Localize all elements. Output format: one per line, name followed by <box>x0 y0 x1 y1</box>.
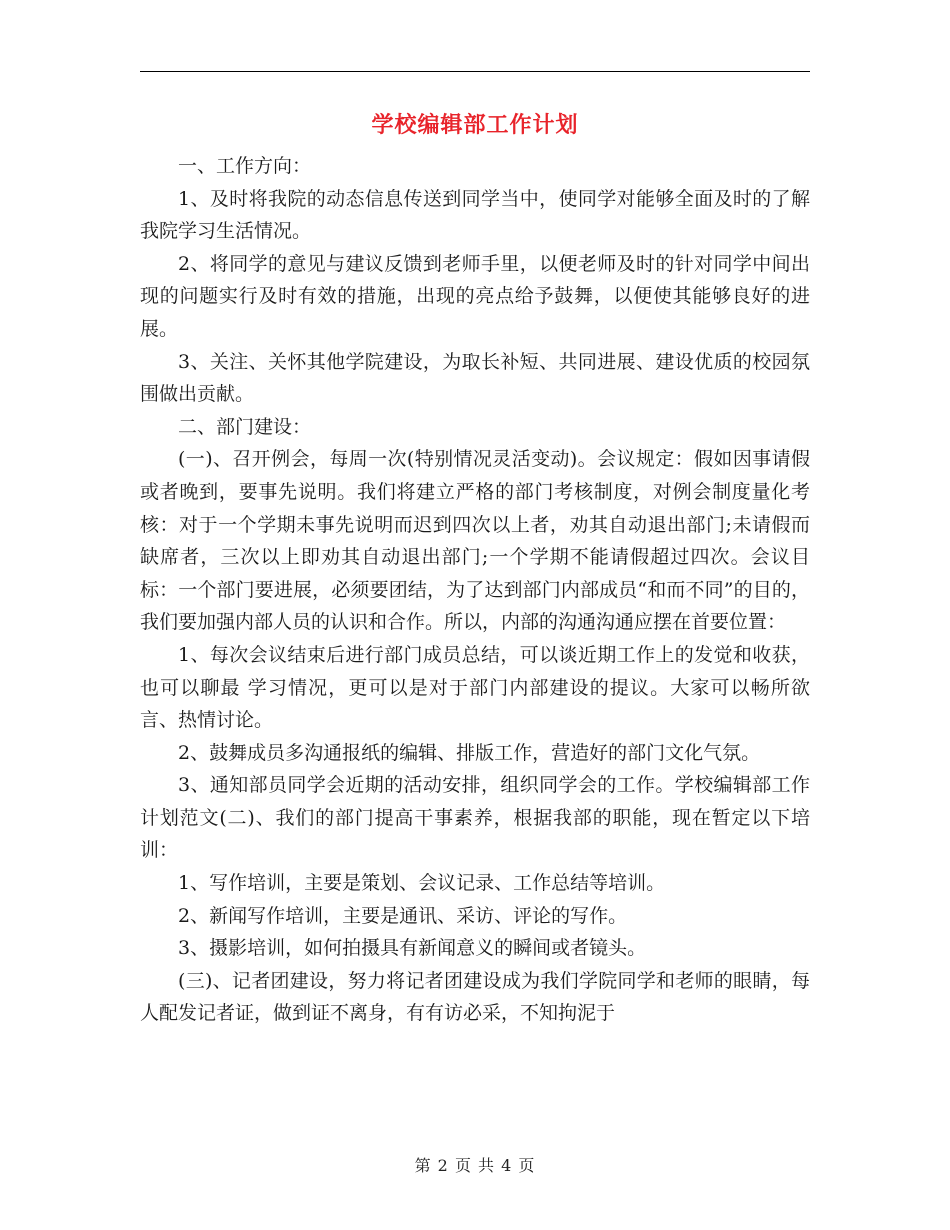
paragraph: 3、通知部员同学会近期的活动安排，组织同学会的工作。学校编辑部工作计划范文(二)、我们的部门提高干事素养，根据我部的职能，现在暂定以下培训： <box>140 774 810 862</box>
document-title: 学校编辑部工作计划 <box>371 112 579 138</box>
page-footer: 第 2 页 共 4 页 <box>414 1156 536 1175</box>
paragraph: 1、每次会议结束后进行部门成员总结，可以谈近期工作上的发觉和收获，也可以聊最 学习情况，更可以是对于部门内部建设的提议。大家可以畅所欲言、热情讨论。 <box>140 643 810 732</box>
paragraph: 一、工作方向： <box>178 155 312 177</box>
paragraph: 2、将同学的意见与建议反馈到老师手里，以便老师及时的针对同学中间出现的问题实行及时有效的措施，出现的亮点给予鼓舞，以便使其能够良好的进展。 <box>140 252 810 340</box>
paragraph: 二、部门建设： <box>178 415 312 438</box>
paragraph: 1、及时将我院的动态信息传送到同学当中，使同学对能够全面及时的了解我院学习生活情况。 <box>140 187 810 243</box>
paragraph: 2、鼓舞成员多沟通报纸的编辑、排版工作，营造好的部门文化气氛。 <box>178 741 761 764</box>
paragraph: 3、关注、关怀其他学院建设，为取长补短、共同进展、建设优质的校园氛围做出贡献。 <box>140 350 810 406</box>
paragraph: 2、新闻写作培训，主要是通讯、采访、评论的写作。 <box>178 904 628 927</box>
header-rule <box>140 71 810 72</box>
document-body <box>140 150 810 1030</box>
paragraph: (三)、记者团建设，努力将记者团建设成为我们学院同学和老师的眼睛，每人配发记者证，做到证不离身，有有访必采，不知拘泥于 <box>140 969 810 1025</box>
paragraph: 1、写作培训，主要是策划、会议记录、工作总结等培训。 <box>178 872 666 895</box>
paragraph: 3、摄影培训，如何拍摄具有新闻意义的瞬间或者镜头。 <box>178 937 647 960</box>
paragraph: (一)、召开例会，每周一次(特别情况灵活变动)。会议规定：假如因事请假或者晚到，要事先说明。我们将建立严格的部门考核制度，对例会制度量化考核：对于一个学期未事先说明而迟到四次以上者，劝其自动退出部门;未请假而缺席者，三次以上即劝其自动退出部门;一个学期不能请假超过四次。会议目标：一个部门要进展，必须要团结，为了达到部门内部成员“和而不同”的目的，我们要加强内部人员的认识和合作。所以，内部的沟通沟通应摆在首要位置： <box>140 448 810 634</box>
